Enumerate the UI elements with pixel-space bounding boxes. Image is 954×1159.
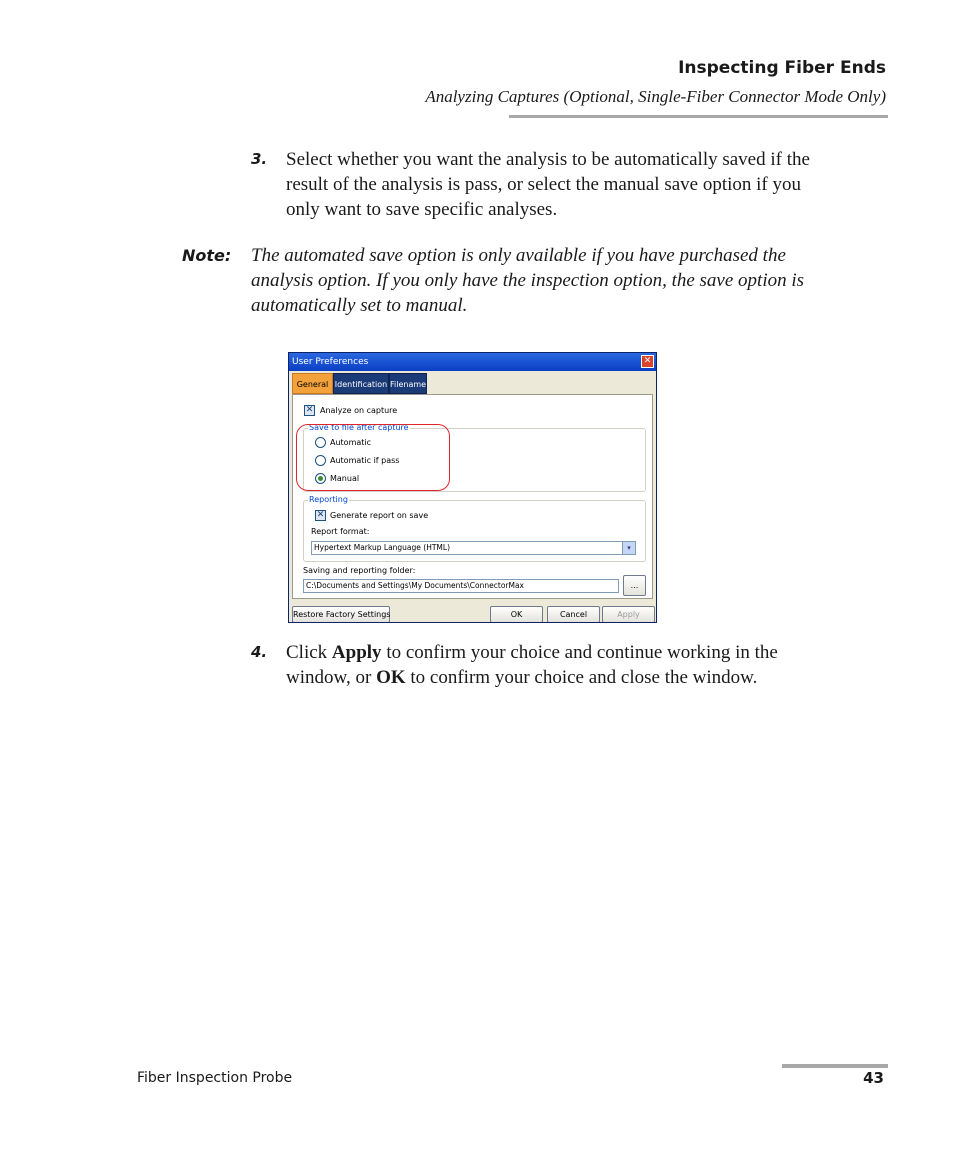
folder-input[interactable] (303, 579, 619, 593)
running-header-subtitle: Analyzing Captures (Optional, Single-Fiber Connector Mode Only) (425, 87, 886, 106)
browse-button[interactable]: ... (623, 575, 646, 596)
note-label: Note: (182, 246, 232, 265)
step-4-line-2-pre: window, or (286, 667, 377, 688)
analyze-on-capture-label: Analyze on capture (320, 406, 398, 415)
step-4-line-2-post: to confirm your choice and close the window. (405, 667, 758, 688)
footer-rule (782, 1064, 888, 1068)
step-4-number: 4. (251, 643, 268, 661)
generate-report-label: Generate report on save (330, 511, 429, 520)
step-3-number: 3. (251, 150, 268, 168)
step-3-line-3: only want to save specific analyses. (286, 199, 558, 220)
header-rule (509, 115, 888, 118)
close-icon[interactable]: ✕ (641, 355, 654, 368)
tab-identification[interactable]: Identification (333, 373, 389, 394)
analyze-on-capture-checkbox[interactable]: ✕ (305, 405, 314, 415)
reporting-group (303, 495, 646, 562)
chevron-down-icon[interactable]: ▾ (622, 542, 635, 554)
cancel-button[interactable]: Cancel (547, 606, 600, 623)
folder-label: Saving and reporting folder: (303, 566, 416, 575)
ok-emphasis: OK (376, 667, 406, 688)
report-format-value: Hypertext Markup Language (HTML) (314, 543, 451, 552)
note-line-3: automatically set to manual. (251, 295, 468, 316)
step-3-line-1: Select whether you want the analysis to be automatically saved if the (286, 149, 810, 170)
step-4-line-1-pre: Click (286, 642, 332, 663)
save-group-title: Save to file after capture (309, 423, 409, 432)
note-line-2: analysis option. If you only have the inspection option, the save option is (251, 270, 805, 291)
step-4-text (286, 640, 886, 690)
restore-factory-settings-button[interactable]: Restore Factory Settings (292, 606, 390, 623)
ok-button[interactable]: OK (490, 606, 543, 623)
footer-title: Fiber Inspection Probe (137, 1070, 293, 1086)
tab-filename[interactable]: Filename (389, 373, 427, 394)
step-3-text (286, 147, 886, 222)
tab-general[interactable]: General (292, 373, 333, 394)
report-format-label: Report format: (311, 527, 370, 536)
apply-button[interactable]: Apply (602, 606, 655, 623)
apply-emphasis: Apply (331, 642, 382, 663)
radio-automatic-label: Automatic (330, 438, 372, 447)
dialog-title: User Preferences (292, 357, 369, 367)
highlight-annotation (296, 424, 450, 491)
dialog-title-bar (289, 353, 656, 371)
running-header-title: Inspecting Fiber Ends (678, 58, 886, 78)
step-4-line-2 (286, 665, 886, 690)
radio-manual-label: Manual (330, 474, 360, 483)
step-4-line-1 (286, 640, 886, 665)
radio-automatic-if-pass-label: Automatic if pass (330, 456, 400, 465)
report-format-select[interactable] (311, 541, 636, 555)
generate-report-checkbox[interactable]: ✕ (316, 510, 325, 520)
folder-value: C:\Documents and Settings\My Documents\ConnectorMax (306, 581, 524, 590)
note-line-1: The automated save option is only available if you have purchased the (251, 245, 786, 266)
step-3-line-2: result of the analysis is pass, or select the manual save option if you (286, 174, 801, 195)
page-number: 43 (863, 1069, 884, 1087)
note-text (251, 243, 891, 318)
step-4-line-1-post: to confirm your choice and continue working in the (381, 642, 778, 663)
reporting-group-title: Reporting (309, 495, 348, 504)
